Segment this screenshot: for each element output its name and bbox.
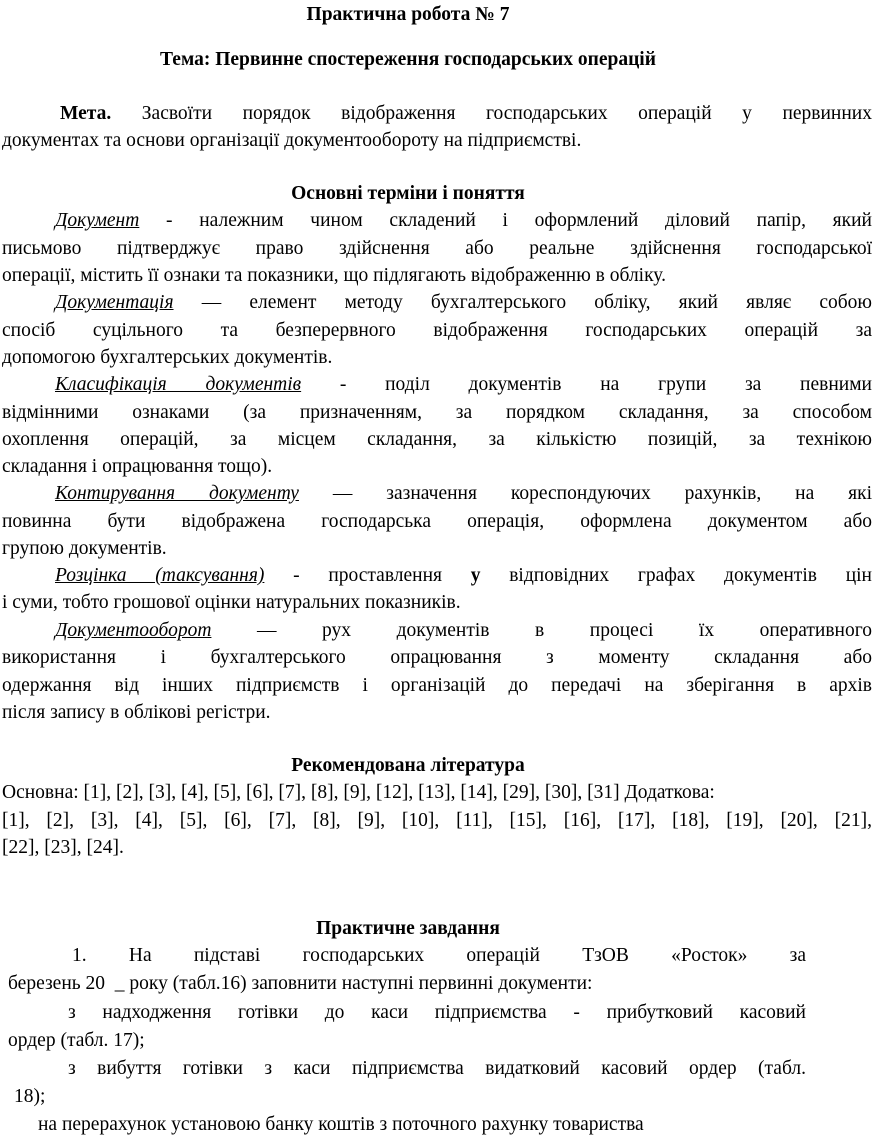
task-paragraph-1-line-1: 1. На підставі господарських операцій ТзОВ «Росток» за <box>72 945 806 966</box>
task-paragraph-3-line-1: з вибуття готівки з каси підприємства видатковий касовий ордер (табл. <box>68 1058 806 1079</box>
task-paragraph-2-line-2: ордер (табл. 17); <box>8 1030 145 1051</box>
term-documentation: Документація <box>55 292 174 313</box>
term-workflow: Документооборот <box>55 620 212 641</box>
task-heading: Практичне завдання <box>316 918 500 939</box>
term-workflow-line-4: після запису в облікові регістри. <box>2 702 271 723</box>
page-title: Практична робота № 7 <box>306 4 510 25</box>
term-pricing-line-2: і суми, тобто грошової оцінки натуральних показників. <box>2 592 461 613</box>
term-pricing-line-1: Розцінка (таксування) - проставлення у відповідних графах документів цін <box>55 565 872 586</box>
term-classification-line-1: Класифікація документів - поділ документів на групи за певними <box>55 374 872 395</box>
literature-heading: Рекомендована література <box>291 755 525 776</box>
literature-line-3: [22], [23], [24]. <box>2 837 124 858</box>
goal-line-2: документах та основи організації документообороту на підприємстві. <box>2 130 582 151</box>
term-contiruvannia-line-1: Контирування документу — зазначення кореспондуючих рахунків, на які <box>55 483 872 504</box>
term-contiruvannia-line-3: групою документів. <box>2 538 167 559</box>
literature-line-2: [1], [2], [3], [4], [5], [6], [7], [8], [9], [10], [11], [15], [16], [17], [18], [19], [20], [21], <box>2 810 872 831</box>
task-paragraph-2-line-1: з надходження готівки до каси підприємства - прибутковий касовий <box>68 1002 806 1023</box>
term-documentation-line-2: спосіб суцільного та безперервного відображення господарських операцій за <box>2 320 872 341</box>
term-classification: Класифікація документів <box>55 374 302 395</box>
term-documentation-line-3: допомогою бухгалтерських документів. <box>2 347 333 368</box>
term-workflow-line-3: одержання від інших підприємств і організацій до передачі на зберігання в архів <box>2 675 872 696</box>
term-contiruvannia: Контирування документу <box>55 483 299 504</box>
term-pricing: Розцінка (таксування) <box>55 565 265 586</box>
term-classification-line-2: відмінними ознаками (за призначенням, за порядком складання, за способом <box>2 402 872 423</box>
task-paragraph-4-line-1: на перерахунок установою банку коштів з поточного рахунку товариства <box>38 1114 644 1135</box>
goal-label: Мета. <box>60 103 112 124</box>
term-document-line-3: операції, містить її ознаки та показники, що підлягають відображенню в обліку. <box>2 265 666 286</box>
goal-line-1: Мета. Засвоїти порядок відображення господарських операцій у первинних <box>60 103 872 124</box>
term-workflow-line-2: використання і бухгалтерського опрацювання з моменту складання або <box>2 647 872 668</box>
term-classification-line-3: охоплення операцій, за місцем складання, за кількістю позицій, за технікою <box>2 429 872 450</box>
term-classification-line-4: складання і опрацювання тощо). <box>2 456 273 477</box>
term-document-line-2: письмово підтверджує право здійснення або реальне здійснення господарської <box>2 238 872 259</box>
term-document: Документ <box>55 210 140 231</box>
term-document-line-1: Документ - належним чином складений і оформлений діловий папір, який <box>55 210 872 231</box>
task-paragraph-3-line-2: 18); <box>14 1086 46 1107</box>
topic-heading: Тема: Первинне спостереження господарських операцій <box>160 49 656 70</box>
term-workflow-line-1: Документооборот — рух документів в процесі їх оперативного <box>55 620 872 641</box>
term-documentation-line-1: Документація — елемент методу бухгалтерського обліку, який являє собою <box>55 292 872 313</box>
term-contiruvannia-line-2: повинна бути відображена господарська операція, оформлена документом або <box>2 511 872 532</box>
task-paragraph-1-line-2: березень 20 _ року (табл.16) заповнити наступні первинні документи: <box>8 973 593 994</box>
terms-heading: Основні терміни і поняття <box>291 183 525 204</box>
literature-line-1: Основна: [1], [2], [3], [4], [5], [6], [7], [8], [9], [12], [13], [14], [29], [30], [31] Додаткова: <box>2 782 715 803</box>
